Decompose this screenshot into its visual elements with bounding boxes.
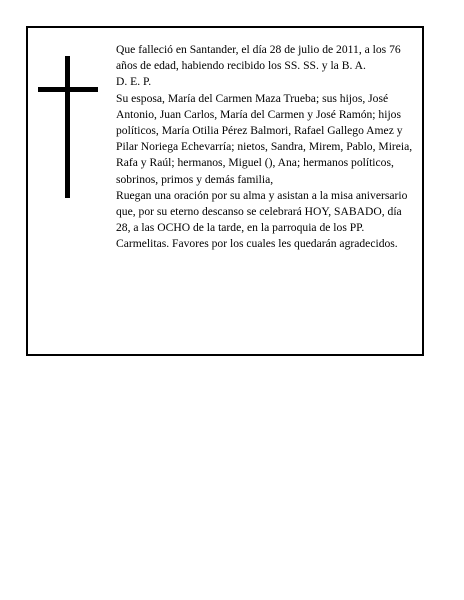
rest-in-peace: D. E. P. xyxy=(116,75,152,89)
cross-vertical-bar xyxy=(65,56,70,198)
notice-body xyxy=(116,42,418,253)
family-list: Su esposa, María del Carmen Maza Trueba; sus hijos, José Antonio, Juan Carlos, María del Carmen y José Ramón; hijos políticos, María Otilia Pérez Balmori, Rafael Gallego Amez y Pilar Noriega Echevarría; nietos, Sandra, Mirem, Pablo, Mireia, Rafa y Raúl; hermanos, Miguel (), Ana; hermanos políticos, sobrinos, primos y demás familia, xyxy=(116,91,413,186)
cross-icon xyxy=(38,56,98,198)
obituary-notice xyxy=(26,26,424,356)
death-announcement: Que falleció en Santander, el día 28 de julio de 2011, a los 76 años de edad, habiendo recibido los SS. SS. y la B. A. xyxy=(116,43,401,73)
cross-horizontal-bar xyxy=(38,87,98,92)
mass-invitation: Ruegan una oración por su alma y asistan a la misa aniversario que, por su eterno descanso se celebrará HOY, SABADO, día 28, a las OCHO de la tarde, en la parroquia de los PP. Carmelitas. Favores por los cuales les quedarán agradecidos. xyxy=(116,188,408,251)
